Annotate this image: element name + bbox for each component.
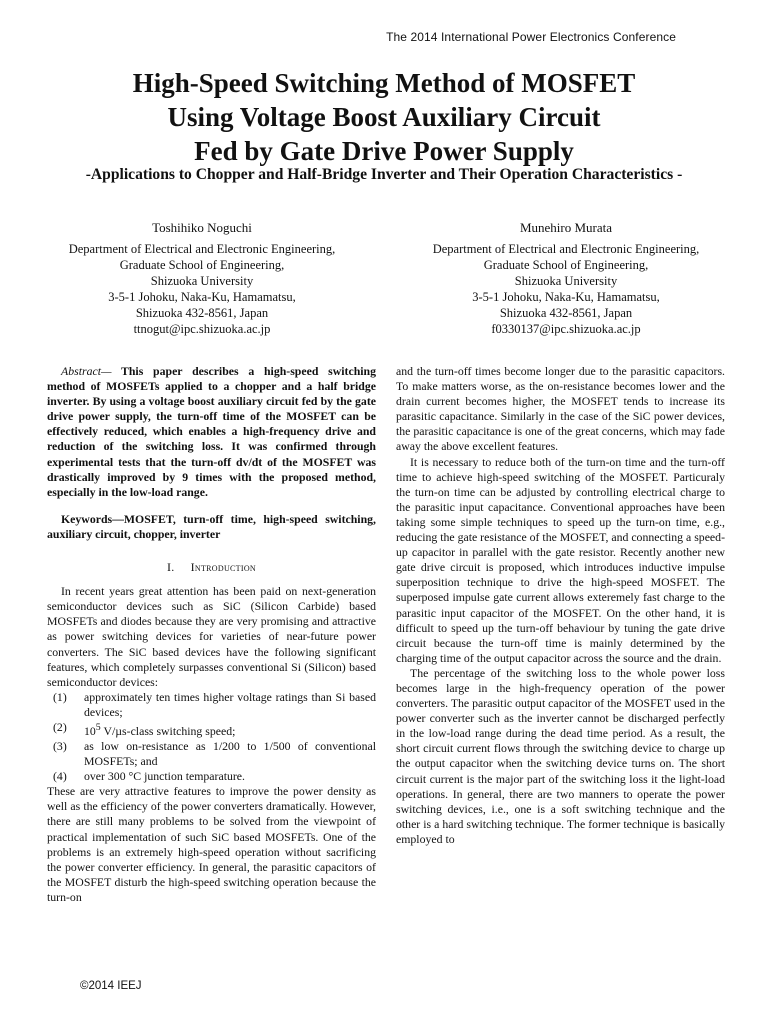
author-affiliation-line: Shizuoka University bbox=[150, 274, 254, 288]
author-block-2 bbox=[396, 220, 736, 337]
conference-header: The 2014 International Power Electronics Conference bbox=[386, 30, 676, 44]
list-marker: (4) bbox=[53, 769, 67, 784]
list-item-text: over 300 °C junction temparature. bbox=[84, 769, 245, 784]
author-affiliation-line: Shizuoka 432-8561, Japan bbox=[135, 306, 269, 320]
title-line: Fed by Gate Drive Power Supply bbox=[194, 136, 574, 166]
section-heading bbox=[47, 560, 376, 575]
author-affiliation-line: 3-5-1 Johoku, Naka-Ku, Hamamatsu, bbox=[108, 290, 296, 304]
copyright-footer: ©2014 IEEJ bbox=[80, 980, 142, 992]
paper-subtitle: -Applications to Chopper and Half-Bridge Inverter and Their Operation Characteristics - bbox=[85, 166, 683, 183]
list-item-text: approximately ten times higher voltage ratings than Si based devices; bbox=[84, 689, 376, 719]
author-email[interactable]: f0330137@ipc.shizuoka.ac.jp bbox=[491, 322, 641, 336]
body-paragraph: These are very attractive features to improve the power density as well as the efficiency of the power converters dramatically. However, there are still many problems to be solved from the viewpoint of practical implementation of such SiC based MOSFETs. One of the problems is an extremely high-speed operation without sacrificing the power converter efficiency. In general, the parasitic capacitors of the MOSFET disturb the high-speed switching operation because the turn-on bbox=[47, 784, 376, 904]
author-affiliation-line: Graduate School of Engineering, bbox=[483, 258, 649, 272]
list-item-text: as low on-resistance as 1/200 to 1/500 of conventional MOSFETs; and bbox=[84, 738, 376, 769]
body-paragraph: and the turn-off times become longer due to the parasitic capacitors. To make matters worse, as the on-resistance becomes lower and the drain current becomes higher, the MOSFET tends to increase its parasitic capacitance. Similarly in the case of the SiC power devices, the parasitic capacitance is one of the great concerns, which may fade away the above excellent features. bbox=[396, 364, 725, 454]
list-marker: (1) bbox=[53, 689, 67, 704]
body-paragraph: It is necessary to reduce both of the turn-on time and the turn-off time to achieve high-speed switching of the MOSFET. Particuraly the turn-on time can be adjusted by controlling electrical charge to the parasitic input capacitance. Conventional approaches have been taking some simple techniques to speed up the turn-on time, e.g., reducing the gate resistance of the MOSFET, and connecting a speed-up capacitor in parallel with the gate resistor. Recently another new gate drive circuit is proposed, which introduces inductive impulse superposition technique to drive the high-speed MOSFET. The superposed impulse gate current allows exteremely fast charge to the parasitic input capacitor of the MOSFET. On the other hand, it is difficult to speed up the turn-off behaviour by tuning the gate drive circuit because the turn-off time is mainly determined by the charging time of the output capacitor across the source and the drain. bbox=[396, 454, 725, 665]
list-item bbox=[47, 769, 376, 784]
title-line: High-Speed Switching Method of MOSFET bbox=[132, 68, 636, 98]
author-affiliation-line: Shizuoka University bbox=[514, 274, 618, 288]
list-marker: (3) bbox=[53, 738, 67, 753]
list-item bbox=[47, 739, 376, 769]
author-affiliation-line: Department of Electrical and Electronic Engineering, bbox=[432, 242, 700, 256]
list-item-text: V/µs-class switching speed; bbox=[100, 723, 236, 738]
abstract bbox=[47, 364, 376, 500]
author-affiliation-line: Graduate School of Engineering, bbox=[119, 258, 285, 272]
superscript-exponent: 5 bbox=[95, 721, 101, 733]
abstract-label: Abstract— bbox=[61, 364, 112, 378]
author-block-1 bbox=[32, 220, 372, 337]
body-paragraph: The percentage of the switching loss to the whole power loss becomes large in the high-frequency operation of the power converters. The parasitic output capacitor of the MOSFET used in the power converter such as the inverter cannot be discharged perfectly in the low-load range during the dead time period. As a result, the short circuit current flows through the switching device to charge up the output capacitor when the switching device turns on. The short circuit current is the major part of the switching loss it the light-load operations. In general, there are two manners to operate the power switching devices, i.e., one is a soft switching technique and the other is a hard switching technique. The former technique is basically employed to bbox=[396, 665, 725, 846]
list-marker: (2) bbox=[53, 719, 67, 734]
section-title: Introduction bbox=[190, 560, 256, 575]
keywords bbox=[47, 512, 376, 542]
list-item bbox=[47, 690, 376, 720]
feature-list bbox=[47, 690, 376, 784]
author-name: Toshihiko Noguchi bbox=[152, 220, 252, 235]
author-email[interactable]: ttnogut@ipc.shizuoka.ac.jp bbox=[133, 322, 271, 336]
author-name: Munehiro Murata bbox=[519, 220, 613, 235]
list-item-text: 10 bbox=[84, 723, 96, 738]
title-line: Using Voltage Boost Auxiliary Circuit bbox=[167, 102, 601, 132]
paper-title bbox=[0, 66, 768, 168]
author-affiliation-line: 3-5-1 Johoku, Naka-Ku, Hamamatsu, bbox=[472, 290, 660, 304]
abstract-text: This paper describes a high-speed switching method of MOSFETs applied to a chopper and a half bridge inverter. By using a voltage boost auxiliary circuit fed by the gate drive power supply, the turn-off time of the MOSFET can be effectively reduced, which enables a high-frequency drive and reduction of the switching loss. It was confirmed through experimental tests that the turn-off dv/dt of the MOSFET was drastically improved by 9 times with the proposed method, especially in the low-load range. bbox=[47, 364, 376, 499]
author-affiliation-line: Department of Electrical and Electronic Engineering, bbox=[68, 242, 336, 256]
left-column bbox=[47, 364, 376, 905]
author-affiliation-line: Shizuoka 432-8561, Japan bbox=[499, 306, 633, 320]
right-column bbox=[396, 364, 725, 847]
keywords-text: MOSFET, turn-off time, high-speed switching, auxiliary circuit, chopper, inverter bbox=[47, 511, 376, 541]
body-paragraph: In recent years great attention has been paid on next-generation semiconductor devices such as SiC (Silicon Carbide) based MOSFETs and diodes because they are very promising and attractive as power switching devices for varieties of near-future power converters. The SiC based devices have the following significant features, which completely surpasses conventional Si (Silicon) based semiconductor devices: bbox=[47, 584, 376, 689]
list-item bbox=[47, 720, 376, 739]
keywords-label: Keywords— bbox=[61, 511, 124, 526]
section-number: I. bbox=[167, 560, 175, 575]
